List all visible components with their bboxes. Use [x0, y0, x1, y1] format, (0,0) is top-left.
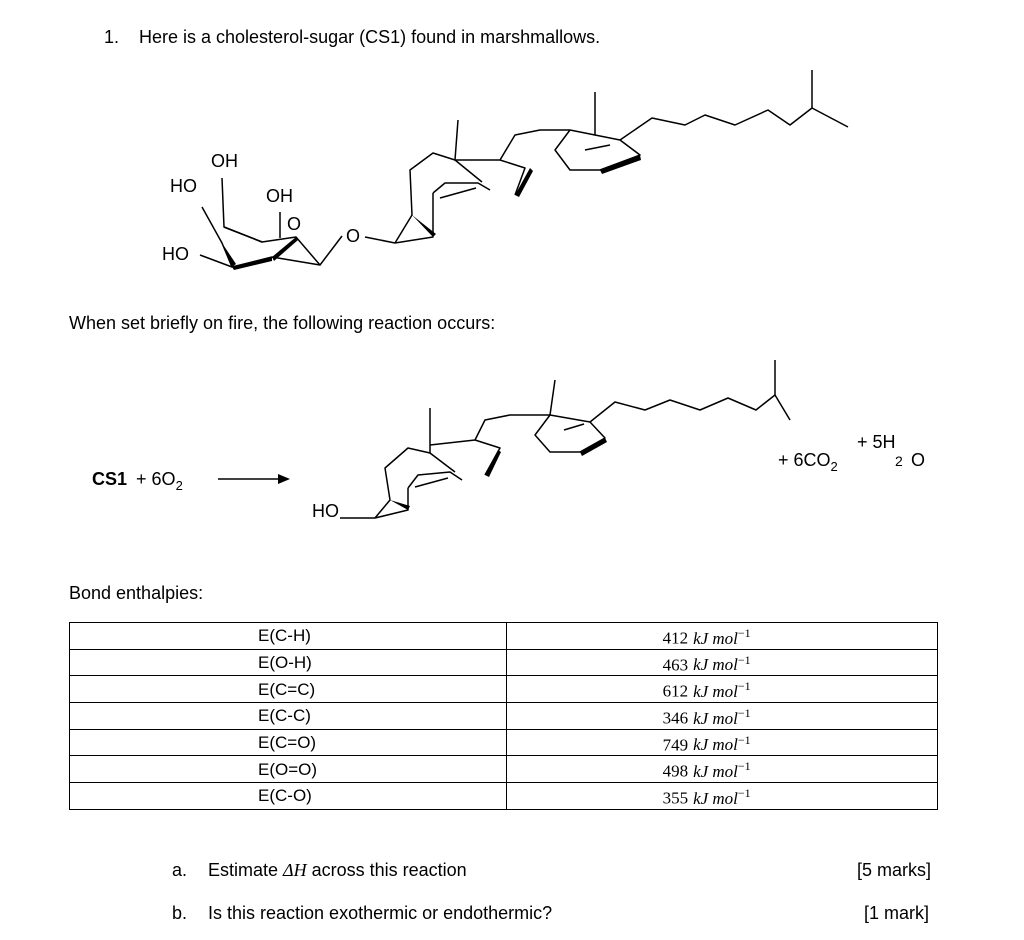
svg-text:CS1 + 6O2: [92, 469, 183, 493]
oxygen-subscript: 2: [175, 478, 183, 493]
unit-exponent: −1: [737, 759, 751, 774]
part-a-text-before: Estimate: [208, 860, 284, 880]
bond-enthalpy-table: [69, 622, 938, 810]
link-oxygen-label: O: [346, 226, 361, 246]
h2o-term: + 5H: [857, 432, 896, 452]
bond-name-cell: E(O-H): [70, 649, 507, 676]
ho-left-label: HO: [170, 176, 197, 196]
bond-value-cell: [506, 782, 937, 809]
bond-value-cell: [506, 729, 937, 756]
reaction-equation: [0, 360, 1024, 540]
co2-term: + 6CO: [778, 450, 831, 470]
unit-label: kJ mol: [693, 761, 738, 781]
unit-exponent: −1: [737, 626, 751, 640]
bond-name-cell: E(C-O): [70, 782, 507, 809]
cholesterol-sugar-structure: [0, 0, 1024, 300]
unit-label: kJ mol: [693, 735, 738, 755]
bond-value-cell: [506, 649, 937, 676]
bond-name-cell: E(C-H): [70, 623, 507, 650]
ring-oxygen-label: O: [287, 214, 302, 234]
unit-label: kJ mol: [693, 788, 738, 808]
bond-value: 412: [662, 628, 689, 648]
part-a-marks: [5 marks]: [857, 860, 932, 880]
part-b-text: Is this reaction exothermic or endothermic?: [208, 903, 553, 923]
ho-bottom-label: HO: [162, 244, 189, 264]
unit-label: kJ mol: [693, 628, 738, 648]
table-row: [70, 649, 938, 676]
table-row: [70, 729, 938, 756]
unit-exponent: −1: [737, 732, 751, 747]
bond-value: 749: [662, 735, 689, 755]
unit-label: kJ mol: [693, 681, 738, 701]
question-intro: Here is a cholesterol-sugar (CS1) found in marshmallows.: [139, 27, 601, 47]
bond-value: 355: [662, 788, 689, 808]
reactant-label: CS1: [92, 469, 128, 489]
bond-name-cell: E(O=O): [70, 756, 507, 783]
oxygen-term: + 6O: [136, 469, 176, 489]
part-a-text: [208, 860, 467, 881]
unit-exponent: −1: [737, 705, 751, 720]
bond-value-cell: [506, 623, 937, 650]
co2-subscript: 2: [830, 459, 838, 474]
bond-value: 346: [662, 708, 689, 728]
oh-ring-label: OH: [266, 186, 293, 206]
reaction-arrow: [218, 474, 290, 484]
unit-exponent: −1: [737, 679, 751, 694]
table-row: [70, 782, 938, 809]
part-a-text-after: across this reaction: [306, 860, 467, 880]
table-row: [70, 676, 938, 703]
bond-name-cell: E(C=C): [70, 676, 507, 703]
unit-label: kJ mol: [693, 655, 738, 675]
bond-value: 463: [662, 655, 689, 675]
h2o-subscript: 2: [895, 453, 903, 469]
bond-value: 612: [662, 681, 689, 701]
bond-value-cell: [506, 676, 937, 703]
bond-name-cell: E(C-C): [70, 702, 507, 729]
part-b-letter: b.: [172, 903, 188, 923]
unit-exponent: −1: [737, 785, 751, 800]
unit-exponent: −1: [737, 652, 751, 667]
bond-value-cell: [506, 702, 937, 729]
svg-text:+ 6CO2: [778, 450, 838, 474]
bond-value: 498: [662, 761, 689, 781]
table-row: [70, 756, 938, 783]
unit-label: kJ mol: [693, 708, 738, 728]
bond-value-cell: [506, 756, 937, 783]
oh-top-label: OH: [211, 151, 238, 171]
part-a-letter: a.: [172, 860, 188, 880]
bond-enthalpies-heading: Bond enthalpies:: [69, 583, 204, 603]
bond-name-cell: E(C=O): [70, 729, 507, 756]
product-ho-label: HO: [312, 501, 339, 521]
reaction-sentence: When set briefly on fire, the following reaction occurs:: [69, 313, 496, 333]
delta-h-symbol: ΔH: [283, 860, 307, 880]
h2o-oxygen: O: [911, 450, 926, 470]
part-b-marks: [1 mark]: [864, 903, 930, 923]
table-row: [70, 702, 938, 729]
question-number: 1.: [104, 27, 120, 47]
table-row: [70, 623, 938, 650]
